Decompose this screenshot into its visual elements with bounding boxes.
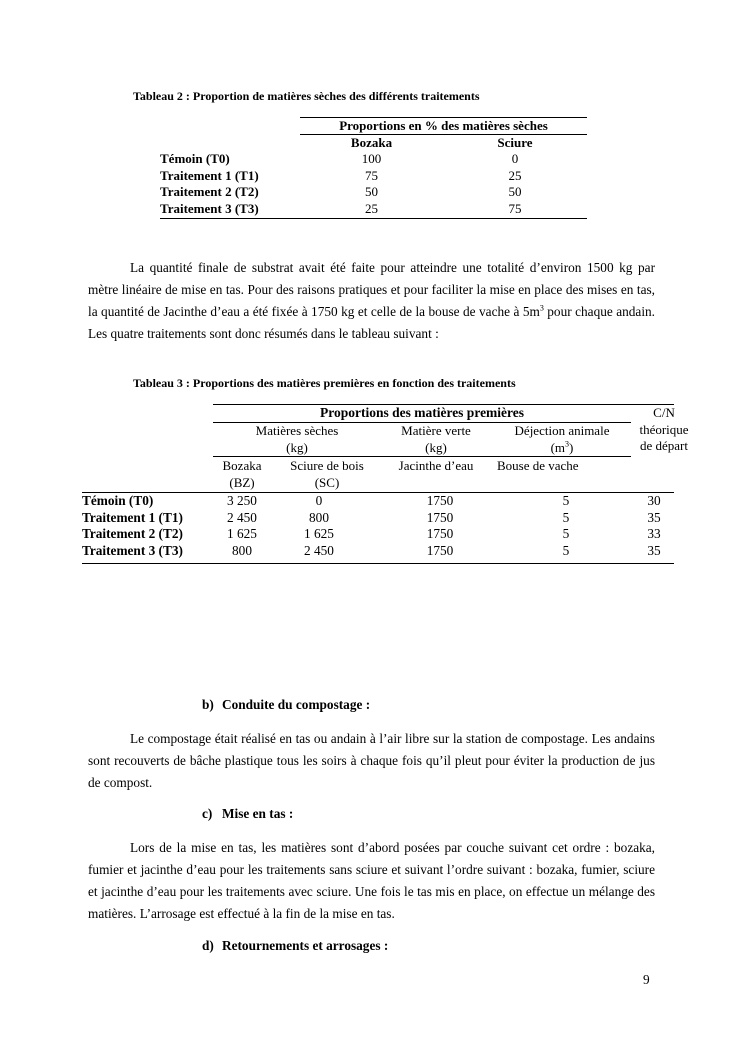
para-b-text: Le compostage était réalisé en tas ou andain à l’air libre sur la station de compostage. Les andains sont recouverts de bâche plastique tous les soirs à chaque fois qu’il pleut pour éviter la production de jus de compost. [88, 731, 655, 790]
table-row [82, 526, 674, 543]
cell-cn: 33 [647, 526, 661, 541]
bozaka-header-line2: (BZ) [229, 474, 255, 490]
paragraph-substrat [88, 257, 655, 345]
table-row [160, 168, 587, 185]
green-header-line1: Matière verte [401, 423, 471, 438]
section-c-label: c) [202, 806, 213, 821]
cell-cn: 35 [647, 542, 661, 558]
dejection-unit-close: ) [569, 439, 574, 455]
section-d-heading [202, 938, 388, 954]
para1-sup: 3 [539, 303, 544, 313]
table2-col-sciure: Sciure [497, 134, 533, 150]
cn-header-line1: C/N [653, 405, 675, 420]
cell-jacinthe: 1750 [426, 526, 454, 541]
dry-header-line2: (kg) [286, 439, 308, 455]
cell-bozaka: 25 [365, 200, 378, 216]
cell-bz: 2 450 [227, 509, 257, 525]
cell-sc: 800 [309, 509, 329, 525]
section-b-heading [202, 697, 370, 713]
row-label: Traitement 1 (T1) [160, 167, 259, 183]
cell-jacinthe: 1750 [426, 542, 454, 558]
table3-cn-header [631, 405, 697, 455]
paragraph-mise-en-tas [88, 837, 655, 925]
table2-group-header: Proportions en % des matières sèches [339, 118, 548, 133]
cell-sciure: 0 [511, 151, 519, 166]
cell-bouse: 5 [562, 509, 570, 525]
para1-text-end: pour chaque andain. Les quatre traitements sont donc résumés dans le tableau suivant : [88, 304, 655, 341]
cell-sciure: 25 [508, 167, 522, 183]
cell-bozaka: 75 [365, 167, 378, 183]
row-label: Traitement 1 (T1) [82, 509, 183, 525]
row-label: Témoin (T0) [160, 151, 230, 166]
table-row [160, 151, 587, 168]
header-matieres-seches [222, 423, 372, 456]
table3-bottom-rule [82, 563, 674, 564]
table3-body [82, 493, 674, 559]
paragraph-compostage [88, 728, 655, 794]
cell-sciure: 75 [508, 200, 522, 216]
sciure-header-line1: Sciure de bois [290, 458, 364, 473]
para-c-text: Lors de la mise en tas, les matières sont d’abord posées par couche suivant cet ordre : bozaka, fumier et jacinthe d’eau pour les traitements sans sciure et suivant l’ordre suivant : bozaka, fumier, sciure et jacinthe d’eau pour les traitements avec sciure. Une fois le tas mis en place, on effectue un mélange des matières. L’arrosage est effectué à la fin de la mise en tas. [88, 840, 655, 921]
table-row [82, 493, 674, 510]
table2-bottom-rule [160, 218, 587, 219]
cell-sc: 1 625 [304, 526, 334, 541]
table-row [160, 201, 587, 218]
header-dejection-animale [494, 423, 630, 456]
section-b-label: b) [202, 697, 214, 712]
dejection-unit: (m [550, 439, 566, 455]
page-number: 9 [643, 972, 650, 987]
section-d-title: Retournements et arrosages : [222, 938, 389, 953]
cn-header-line3: de départ [639, 438, 688, 453]
cell-bozaka: 100 [361, 151, 382, 166]
row-label: Traitement 2 (T2) [160, 184, 259, 199]
cell-cn: 30 [647, 493, 661, 508]
dry-header-line1: Matières sèches [255, 423, 339, 438]
table2-caption: Tableau 2 : Proportion de matières sèches des différents traitements [133, 89, 480, 103]
cell-bozaka: 50 [365, 184, 378, 199]
header-bozaka [214, 458, 270, 491]
section-c-heading [202, 806, 293, 822]
cell-sc: 0 [315, 493, 323, 508]
dejection-unit-sup: 3 [565, 439, 570, 449]
row-label: Témoin (T0) [82, 493, 154, 508]
cell-bouse: 5 [562, 542, 570, 558]
table3-sub-rule [213, 456, 631, 457]
table2-col-bozaka: Bozaka [350, 134, 393, 150]
para1-text: La quantité finale de substrat avait été faite pour atteindre une totalité d’environ 1500 kg par mètre linéaire de mise en tas. Pour des raisons pratiques et pour faciliter la mise en place des mises en tas, la quantité de Jacinthe d’eau a été fixée à 1750 kg et celle de la bouse de vache à 5m [88, 260, 655, 319]
cell-jacinthe: 1750 [426, 509, 454, 525]
header-sciure [278, 458, 376, 491]
row-label: Traitement 2 (T2) [82, 526, 183, 541]
dejection-header-line2 [494, 440, 630, 457]
header-matiere-verte [384, 423, 488, 456]
cell-bz: 800 [232, 542, 252, 558]
header-bouse: Bouse de vache [497, 458, 579, 473]
table-row [82, 510, 674, 527]
cell-sciure: 50 [508, 184, 522, 199]
section-d-label: d) [202, 938, 214, 953]
section-b-title: Conduite du compostage : [222, 697, 371, 712]
header-jacinthe: Jacinthe d’eau [398, 458, 474, 473]
table2 [160, 118, 587, 217]
table3-group-header: Proportions des matières premières [319, 405, 525, 420]
row-label: Traitement 3 (T3) [82, 542, 183, 558]
cell-bz: 3 250 [227, 493, 257, 508]
section-c-title: Mise en tas : [222, 806, 294, 821]
cell-bouse: 5 [562, 526, 570, 541]
green-header-line2: (kg) [425, 439, 447, 455]
table-row [160, 184, 587, 201]
table-row [82, 543, 674, 560]
cell-sc: 2 450 [304, 542, 334, 558]
sciure-header-line2: (SC) [314, 474, 340, 490]
cell-bouse: 5 [562, 493, 570, 508]
cn-header-line2: théorique [639, 421, 689, 437]
row-label: Traitement 3 (T3) [160, 200, 259, 216]
cell-bz: 1 625 [227, 526, 257, 541]
table3-caption: Tableau 3 : Proportions des matières premières en fonction des traitements [133, 376, 516, 390]
cell-cn: 35 [647, 509, 661, 525]
dejection-header-line1: Déjection animale [514, 423, 610, 438]
bozaka-header-line1: Bozaka [222, 458, 262, 473]
cell-jacinthe: 1750 [426, 493, 454, 508]
